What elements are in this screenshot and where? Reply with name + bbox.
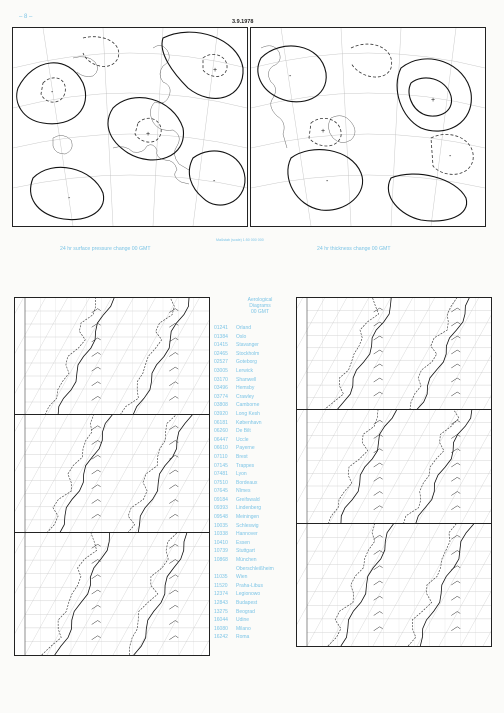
station-row [214,608,306,617]
station-row [214,367,306,376]
station-name: Lindenberg [236,505,262,512]
station-id: 01384 [214,333,228,340]
station-row [214,625,306,634]
aerological-title-line2: Diagrams [249,303,271,309]
station-id: 02465 [214,350,228,357]
station-row [214,453,306,462]
aerological-title [214,297,306,315]
map-marker-minus: - [326,178,329,185]
station-rows [214,324,306,642]
station-id: 02527 [214,359,228,366]
map-marker-minus: - [289,73,292,80]
station-row [214,599,306,608]
station-row [214,410,306,419]
station-row [214,384,306,393]
station-row [214,350,306,359]
station-id: 06610 [214,445,228,452]
station-row [214,590,306,599]
station-id: 10410 [214,539,228,546]
station-row [214,419,306,428]
station-id: 10868 [214,557,228,564]
station-id: 12374 [214,591,228,598]
station-name: Camborne [236,402,260,409]
station-id: 03774 [214,393,228,400]
station-name: København [236,419,262,426]
station-id: 01415 [214,342,228,349]
map-scale: Maßstab (scale) 1:50 000 000 [216,238,264,242]
station-id [214,565,236,574]
station-name: Bordeaux [236,479,258,486]
station-row [214,539,306,548]
aerological-station-list [214,297,306,642]
station-id: 09548 [214,514,228,521]
sounding-panel-right-2 [296,409,492,525]
station-name: Stuttgart [236,548,255,555]
station-row [214,547,306,556]
aerological-title-line1: Aerological [247,297,273,303]
station-id: 03005 [214,367,228,374]
sounding-panel-right-1 [296,297,492,411]
sounding-diagram [15,533,209,655]
map-marker-plus: + [213,67,218,74]
map-marker-plus: + [321,128,326,135]
sounding-panel-left-3 [14,532,210,656]
station-id: 10035 [214,522,228,529]
station-name: Meiningen [236,514,260,521]
sounding-panel-left-1 [14,297,210,416]
station-id: 07510 [214,479,228,486]
station-name: Stockholm [236,350,260,357]
station-row [214,504,306,513]
station-name: Hannover [236,531,258,538]
map-marker-plus: + [146,131,151,138]
station-id: 11035 [214,574,228,581]
sounding-diagram [15,298,209,415]
thickness-change-map [250,27,486,227]
station-id: 01241 [214,325,228,331]
station-row [214,582,306,591]
station-row [214,444,306,453]
station-name: Legionowo [236,591,261,598]
station-name: Orland [236,325,252,331]
station-row [214,633,306,642]
page-number: – 8 – [19,14,33,20]
station-id: 03920 [214,410,228,417]
station-name: Trappes [236,462,255,469]
station-name: Budapest [236,600,258,606]
sounding-diagram [297,410,491,524]
station-row [214,522,306,531]
station-name: Milano [236,625,251,632]
station-name: München [236,557,257,564]
station-name: Oberschleißheim [236,565,274,572]
station-row [214,401,306,410]
map-marker-minus: - [449,153,452,160]
station-name: Long Kesh [236,410,260,417]
station-row [214,436,306,445]
sounding-diagram [297,298,491,410]
station-id: 10338 [214,531,228,538]
station-row [214,513,306,522]
station-name: Essen [236,539,250,546]
station-id: 03170 [214,376,228,383]
sounding-panel-left-2 [14,414,210,534]
station-row [214,324,306,333]
station-name: Nîmes [236,488,251,495]
station-id: 06447 [214,436,228,443]
station-row [214,341,306,350]
station-id: 11520 [214,582,228,589]
station-id: 06181 [214,419,228,426]
station-name: Hemsby [236,385,255,392]
station-id: 16044 [214,617,228,624]
surface-pressure-map-drawing [13,28,247,226]
station-id: 10739 [214,548,228,555]
station-id: 09184 [214,496,228,503]
station-id: 13275 [214,608,228,615]
station-id: 06260 [214,428,228,435]
station-name: Lerwick [236,367,253,374]
map-marker-minus: - [51,89,54,96]
station-id: 07110 [214,453,228,460]
station-name: Beograd [236,608,255,615]
station-name: Udine [236,617,250,624]
station-name: Wien [236,574,248,581]
station-row [214,573,306,582]
thickness-change-caption: 24 hr thickness change 00 GMT [317,246,391,252]
station-name: Crawley [236,393,255,400]
sounding-diagram [297,524,491,646]
station-name: De Bilt [236,428,251,435]
station-row [214,556,306,565]
station-id: 03808 [214,402,228,409]
station-row [214,333,306,342]
map-marker-minus: - [213,178,216,185]
sounding-diagram [15,415,209,533]
surface-pressure-change-map [12,27,248,227]
station-row [214,427,306,436]
thickness-change-map-drawing [251,28,485,226]
station-name: Stavanger [236,342,259,349]
station-name: Payerne [236,445,255,452]
map-marker-minus: - [68,195,71,202]
station-id: 03496 [214,385,228,392]
station-name: Oslo [236,333,247,340]
station-name: Goteborg [236,359,257,366]
station-id: 09393 [214,505,228,512]
surface-pressure-caption: 24 hr surface pressure change 00 GMT [60,246,151,252]
station-name: Brest [236,453,248,460]
map-marker-plus: + [431,97,436,104]
station-id: 16080 [214,625,228,632]
station-id: 12843 [214,600,228,606]
sounding-panel-right-3 [296,523,492,647]
aerological-title-line3: 00 GMT [250,309,270,315]
station-row [214,530,306,539]
station-id: 07481 [214,471,228,478]
station-name: Schleswig [236,522,259,529]
station-row [214,376,306,385]
station-id: 07645 [214,488,228,495]
station-row [214,565,306,574]
station-name: Praha-Libus [236,582,263,589]
station-name: Shanwell [236,376,257,383]
station-row [214,479,306,488]
station-name: Roma [236,634,250,641]
station-row [214,616,306,625]
station-id: 16242 [214,634,228,641]
station-id: 07145 [214,462,228,469]
station-row [214,487,306,496]
station-row [214,358,306,367]
page-date: 3.9.1978 [232,19,254,25]
station-name: Uccle [236,436,249,443]
station-row [214,470,306,479]
station-row [214,393,306,402]
station-row [214,496,306,505]
station-name: Lyon [236,471,247,478]
station-row [214,462,306,471]
station-name: Greifswald [236,496,260,503]
